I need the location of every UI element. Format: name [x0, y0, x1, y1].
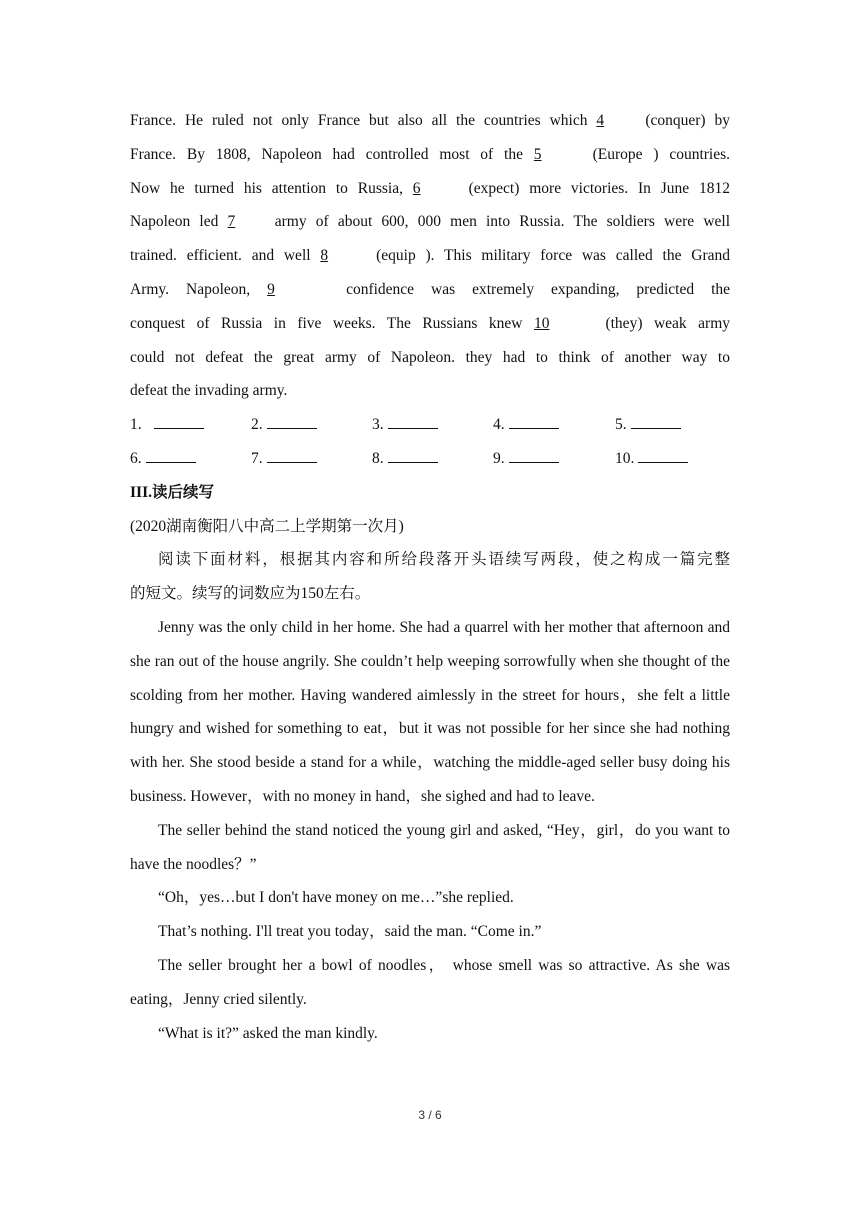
passage-line — [130, 104, 730, 138]
section-heading: III.读后续写 — [130, 483, 214, 501]
answer-line — [267, 448, 317, 463]
blank-5: 5 — [533, 145, 542, 163]
answer-slot[interactable] — [130, 408, 204, 442]
answer-line — [388, 448, 438, 463]
passage-line — [130, 172, 730, 206]
passage-line — [130, 307, 730, 341]
story-paragraph: “Oh，yes…but I don't have money on me…”she replied. — [158, 889, 514, 907]
instruction-line: 的短文。续写的词数应为150左右。 — [130, 585, 371, 603]
text: Army. Napoleon, — [130, 280, 268, 298]
text: conquest of Russia in five weeks. The Russians knew — [130, 314, 534, 332]
blank-10: 10 — [533, 314, 550, 332]
text: (expect) more victories. In June 1812 — [458, 179, 730, 197]
answer-number: 1. — [130, 416, 142, 434]
answer-line — [509, 448, 559, 463]
text: confidence was extremely expanding, predicted the — [329, 280, 730, 298]
answer-number: 9. — [493, 449, 505, 467]
passage-line — [130, 273, 730, 307]
answer-line — [509, 414, 559, 429]
answer-line — [631, 414, 681, 429]
instruction-line: 阅读下面材料，根据其内容和所给段落开头语续写两段，使之构成一篇完整 — [158, 551, 730, 569]
story-paragraph: “What is it?” asked the man kindly. — [158, 1024, 378, 1042]
passage-line — [130, 205, 730, 239]
answer-number: 3. — [372, 416, 384, 434]
passage-line — [130, 138, 730, 172]
answer-slot[interactable] — [372, 408, 438, 442]
answer-number: 7. — [251, 449, 263, 467]
answer-slot[interactable] — [372, 442, 438, 476]
answer-number: 6. — [130, 449, 142, 467]
section-source: (2020湖南衡阳八中高二上学期第一次月) — [130, 517, 404, 535]
answer-row — [130, 408, 730, 442]
answer-line — [146, 448, 196, 463]
story-paragraph: That’s nothing. I'll treat you today，said the man. “Come in.” — [158, 923, 542, 941]
text: Now he turned his attention to Russia, — [130, 179, 413, 197]
story-paragraph: The seller behind the stand noticed the young girl and asked, “Hey，girl，do you want to have the noodles？” — [130, 821, 730, 873]
answer-number: 2. — [251, 416, 263, 434]
blank-4: 4 — [596, 112, 605, 129]
page-content — [130, 104, 730, 1050]
passage-line: could not defeat the great army of Napoleon. they had to think of another way to — [130, 348, 730, 366]
text: army of about 600, 000 men into Russia. The soldiers were well — [265, 213, 731, 231]
answer-line — [154, 414, 204, 429]
text: trained. efficient. and well — [130, 247, 321, 265]
answer-line — [267, 414, 317, 429]
answer-line — [638, 448, 688, 463]
answer-slot[interactable] — [251, 408, 317, 442]
answer-slot[interactable] — [130, 442, 196, 476]
text: France. By 1808, Napoleon had controlled most of the — [130, 145, 534, 163]
passage-line — [130, 239, 730, 273]
text: (Europe ) countries. — [581, 145, 731, 163]
blank-6: 6 — [412, 179, 421, 197]
blank-8: 8 — [320, 247, 329, 265]
passage-line: defeat the invading army. — [130, 382, 288, 400]
answer-slot[interactable] — [493, 442, 559, 476]
text: Napoleon led — [130, 213, 228, 231]
answer-slot[interactable] — [615, 442, 688, 476]
answer-row — [130, 442, 730, 476]
page-number: 3 / 6 — [418, 1108, 442, 1122]
text: (equip ). This military force was called the Grand — [366, 247, 730, 265]
story-paragraph: Jenny was the only child in her home. She had a quarrel with her mother that afternoon and she ran out of the house angrily. She couldn’t help weeping sorrowfully when she thought of the scolding from her mother. Having wandered aimlessly in the street for hours，she felt a little hungry and wished for something to eat，but it was not possible for her since she had nothing with her. She stood beside a stand for a while，watching the middle-aged seller busy doing his business. However，with no money in hand，she sighed and had to leave. — [130, 618, 730, 805]
answer-number: 8. — [372, 449, 384, 467]
answer-number: 4. — [493, 416, 505, 434]
text: (they) weak army — [593, 314, 730, 332]
answer-slot[interactable] — [615, 408, 681, 442]
story-paragraph: The seller brought her a bowl of noodles， whose smell was so attractive. As she was eating，Jenny cried silently. — [130, 956, 730, 1008]
blank-7: 7 — [227, 213, 236, 231]
answer-slot[interactable] — [493, 408, 559, 442]
answer-line — [388, 414, 438, 429]
answer-number: 10. — [615, 449, 635, 467]
answer-number: 5. — [615, 416, 627, 434]
blank-9: 9 — [267, 280, 275, 298]
answer-slot[interactable] — [251, 442, 317, 476]
text: (conquer) by — [636, 112, 731, 129]
text: France. He ruled not only France but also all the countries which — [130, 112, 597, 129]
